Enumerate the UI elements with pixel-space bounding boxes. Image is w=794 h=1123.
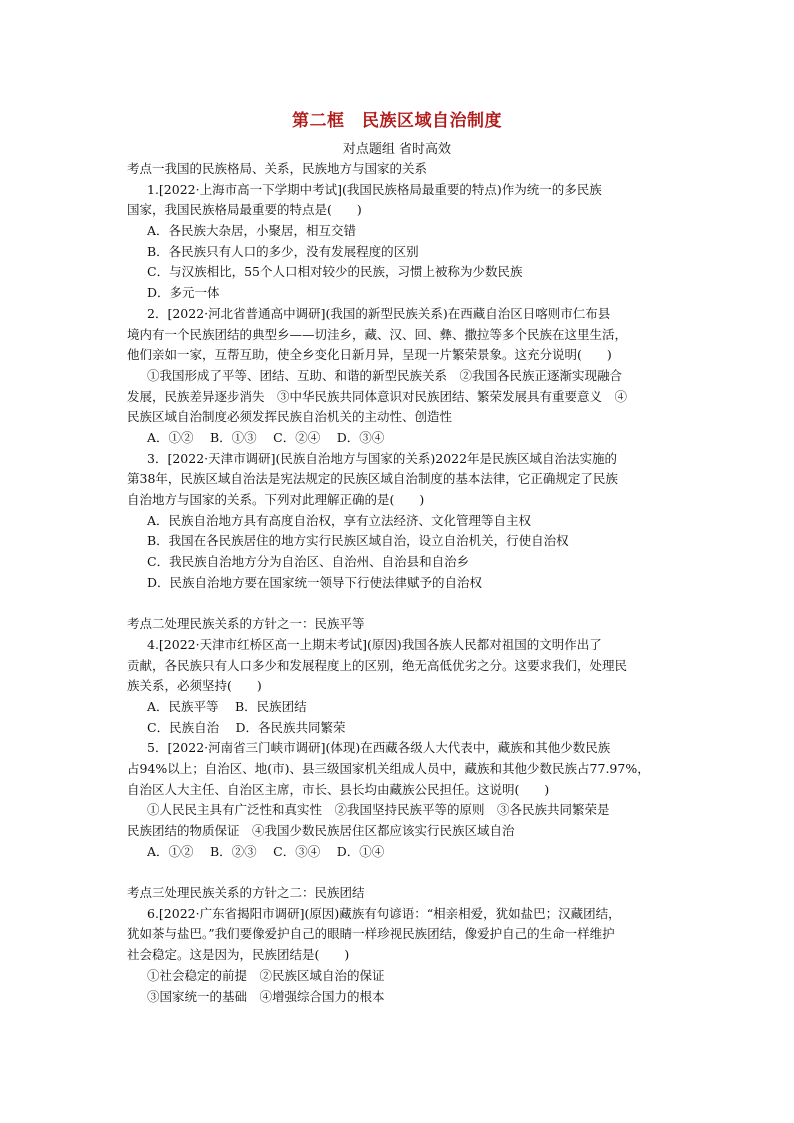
option-text: D．多元一体	[147, 285, 220, 301]
question-text: 5．[2022·河南省三门峡市调研](体现)在西藏各级人大代表中，藏族和其他少数民族	[147, 740, 611, 756]
question-text: 4.[2022·天津市红桥区高一上期末考试](原因)我国各族人民都对祖国的文明作出了	[147, 636, 602, 652]
question-text: 社会稳定。这是因为，民族团结是( )	[127, 947, 350, 963]
question-text: 他们亲如一家，互帮互助，使全乡变化日新月异，呈现一片繁荣景象。这充分说明( )	[127, 347, 612, 363]
option-text: B．各民族只有人口的多少，没有发展程度的区别	[147, 243, 419, 259]
question-text: 境内有一个民族团结的典型乡——切洼乡，藏、汉、回、彝、撒拉等多个民族在这里生活，	[127, 326, 628, 342]
question-text: 1.[2022·上海市高一下学期中考试](我国民族格局最重要的特点)作为统一的多民族	[147, 181, 602, 197]
question-text: 第38年，民族区域自治法是宪法规定的民族区域自治制度的基本法律，它正确规定了民族	[127, 471, 618, 487]
question-text: 国家，我国民族格局最重要的特点是( )	[127, 202, 362, 218]
section-spacer	[127, 593, 675, 614]
statement-text: ③国家统一的基础 ④增强综合国力的根本	[147, 988, 385, 1004]
option-text: C．我民族自治地方分为自治区、自治州、自治县和自治乡	[147, 554, 470, 570]
question-text: 族关系，必须坚持( )	[127, 678, 262, 694]
section-heading: 考点三处理民族关系的方针之二：民族团结	[127, 885, 365, 901]
option-text: B．我国在各民族居住的地方实行民族区域自治，设立自治机关，行使自治权	[147, 533, 569, 549]
statement-text: ①社会稳定的前提 ②民族区域自治的保证	[147, 967, 385, 983]
question-text: 2．[2022·河北省普通高中调研](我国的新型民族关系)在西藏自治区日喀则市仁布县	[147, 305, 611, 321]
section-heading: 考点一我国的民族格局、关系，民族地方与国家的关系	[127, 161, 428, 176]
statement-text: 民族区域自治制度必须发挥民族自治机关的主动性、创造性	[127, 409, 453, 425]
question-text: 3．[2022·天津市调研](民族自治地方与国家的关系)2022年是民族区域自治法实施的	[147, 450, 618, 466]
choice-row: A．①② B．②③ C．③④ D．①④	[147, 843, 385, 859]
question-text: 贡献，各民族只有人口多少和发展程度上的区别，绝无高低优劣之分。这要求我们，处理民	[127, 657, 628, 673]
statement-text: ①我国形成了平等、团结、互助、和谐的新型民族关系 ②我国各民族正逐渐实现融合	[147, 367, 623, 383]
statement-text: ①人民民主具有广泛性和真实性 ②我国坚持民族平等的原则 ③各民族共同繁荣是	[147, 802, 610, 818]
option-text: A．各民族大杂居，小聚居，相互交错	[147, 223, 357, 239]
statement-text: 发展，民族差异逐步消失 ③中华民族共同体意识对民族团结、繁荣发展具有重要意义 ④	[127, 388, 628, 404]
question-text: 自治区人大主任、自治区主席，市长、县长均由藏族公民担任。这说明( )	[127, 781, 550, 797]
question-text: 占94%以上；自治区、地(市)、县三级国家机关组成人员中，藏族和其他少数民族占77.97%，	[127, 760, 650, 776]
question-text: 犹如茶与盐巴。”我们要像爱护自己的眼睛一样珍视民族团结，像爱护自己的生命一样维护	[127, 926, 615, 942]
option-text: A．民族平等 B．民族团结	[147, 698, 307, 714]
document-body	[127, 159, 675, 1007]
option-text: D．民族自治地方要在国家统一领导下行使法律赋予的自治权	[147, 574, 483, 590]
page-title: 第二框 民族区域自治制度	[292, 111, 502, 131]
option-text: A．民族自治地方具有高度自治权，享有立法经济、文化管理等自主权	[147, 512, 532, 528]
page-subtitle: 对点题组 省时高效	[342, 142, 452, 157]
section-heading: 考点二处理民族关系的方针之一：民族平等	[127, 616, 365, 632]
option-text: C．与汉族相比，55个人口相对较少的民族，习惯上被称为少数民族	[147, 264, 523, 280]
statement-text: 民族团结的物质保证 ④我国少数民族居住区都应该实行民族区域自治	[127, 823, 515, 838]
question-text: 6.[2022·广东省揭阳市调研](原因)藏族有句谚语：“相亲相爱，犹如盐巴；汉藏团结，	[147, 905, 621, 921]
option-text: C．民族自治 D．各民族共同繁荣	[147, 719, 346, 735]
question-text: 自治地方与国家的关系。下列对此理解正确的是( )	[127, 492, 425, 507]
section-spacer	[127, 862, 675, 883]
choice-row: A．①② B．①③ C．②④ D．③④	[147, 429, 385, 445]
